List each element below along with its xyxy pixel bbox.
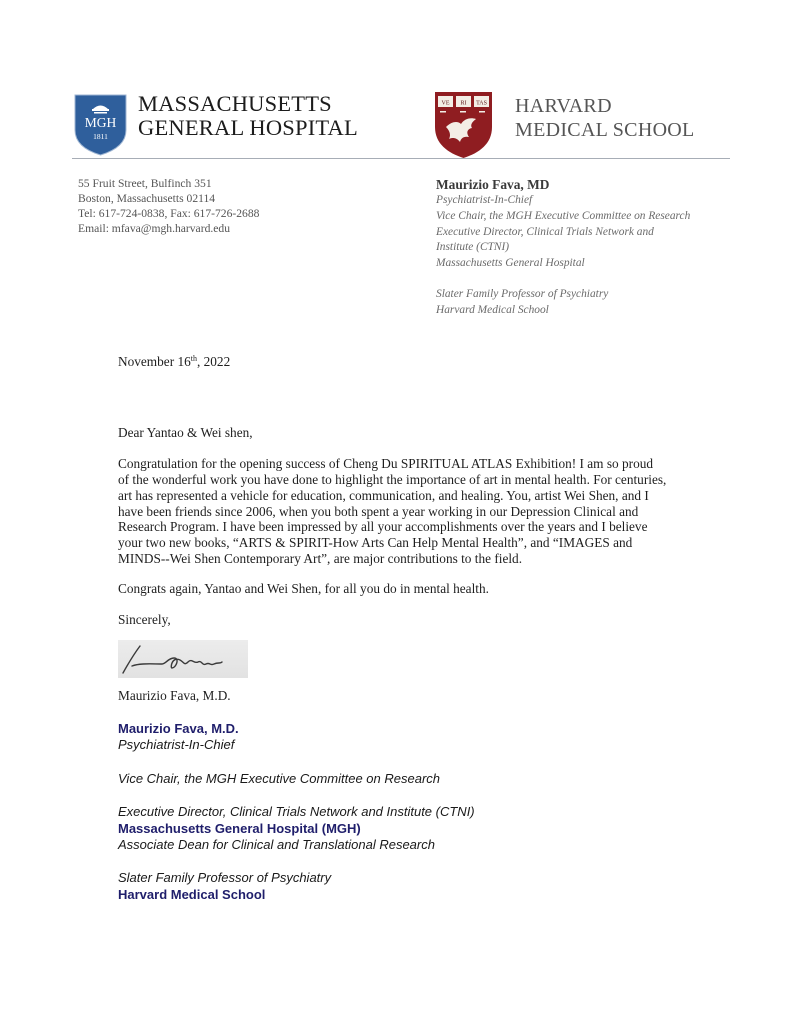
address-phone-fax: Tel: 617-724-0838, Fax: 617-726-2688	[78, 207, 260, 220]
harvard-veritas-shield-icon	[434, 91, 493, 159]
letterhead-title: Executive Director, Clinical Trials Network and	[436, 225, 654, 238]
address-street: 55 Fruit Street, Bulfinch 351	[78, 177, 212, 190]
signer-organization: Massachusetts General Hospital (MGH)	[118, 820, 361, 836]
printed-signature-name: Maurizio Fava, M.D.	[118, 688, 231, 703]
hms-shield-logo	[434, 91, 493, 159]
sender-address	[78, 176, 259, 236]
letterhead-title: Harvard Medical School	[436, 303, 549, 316]
header-divider	[72, 158, 730, 159]
letterhead-name: Maurizio Fava, MD	[436, 177, 550, 192]
hms-name-line2: MEDICAL SCHOOL	[515, 119, 695, 141]
mgh-shield-logo	[74, 94, 127, 156]
hms-wordmark	[515, 94, 695, 142]
signer-title: Vice Chair, the MGH Executive Committee on Research	[118, 770, 441, 786]
svg-text:1811: 1811	[93, 132, 108, 141]
letter-body	[118, 354, 738, 628]
closing: Sincerely,	[118, 612, 171, 628]
hms-name-line1: HARVARD	[515, 95, 612, 117]
signature-block	[118, 721, 475, 903]
signer-name: Maurizio Fava, M.D.	[118, 721, 239, 736]
svg-text:MGH: MGH	[84, 115, 117, 130]
letterhead-title: Institute (CTNI)	[436, 241, 510, 254]
letterhead-title: Slater Family Professor of Psychiatry	[436, 287, 609, 300]
mgh-wordmark	[138, 92, 358, 140]
svg-text:RI: RI	[460, 100, 467, 107]
address-city: Boston, Massachusetts 02114	[78, 192, 216, 205]
mgh-name-line2: GENERAL HOSPITAL	[138, 115, 358, 140]
signer-organization: Harvard Medical School	[118, 886, 266, 902]
address-email: Email: mfava@mgh.harvard.edu	[78, 222, 231, 235]
handwritten-signature	[118, 640, 248, 678]
signer-title: Slater Family Professor of Psychiatry	[118, 870, 332, 886]
salutation: Dear Yantao & Wei shen,	[118, 424, 253, 440]
paragraph-main: Congratulation for the opening success of Cheng Du SPIRITUAL ATLAS Exhibition! I am so proud of the wonderful work you have done to highlight the importance of art in mental health. For centuries, art has represented a vehicle for education, communication, and healing. You, artist Wei Shen, and I have been friends since 2006, when you both spent a year working in our Depression Clinical and Research Program. I have been impressed by all your accomplishments over the years and I believe your two new books, “ARTS & SPIRIT-How Arts Can Help Mental Health”, and “IMAGES and MINDS--Wei Shen Contemporary Art”, are major contributions to the field.	[118, 456, 667, 566]
letterhead-title: Psychiatrist-In-Chief	[436, 194, 533, 206]
letterhead-title: Vice Chair, the MGH Executive Committee on Research	[436, 209, 691, 222]
mgh-shield-icon	[74, 94, 127, 156]
mgh-name-line1: MASSACHUSETTS	[138, 91, 332, 116]
signer-title: Associate Dean for Clinical and Translational Research	[118, 837, 435, 853]
svg-text:VE: VE	[441, 100, 450, 107]
paragraph-congrats: Congrats again, Yantao and Wei Shen, for all you do in mental health.	[118, 581, 489, 597]
signature-icon	[118, 640, 248, 678]
signer-title: Psychiatrist-In-Chief	[118, 737, 235, 753]
signer-title: Executive Director, Clinical Trials Network and Institute (CTNI)	[118, 804, 475, 820]
letterhead-titles	[436, 176, 690, 319]
letterhead-title: Massachusetts General Hospital	[436, 257, 585, 270]
svg-text:TAS: TAS	[476, 100, 487, 107]
letter-date: November 16th, 2022	[118, 354, 231, 369]
